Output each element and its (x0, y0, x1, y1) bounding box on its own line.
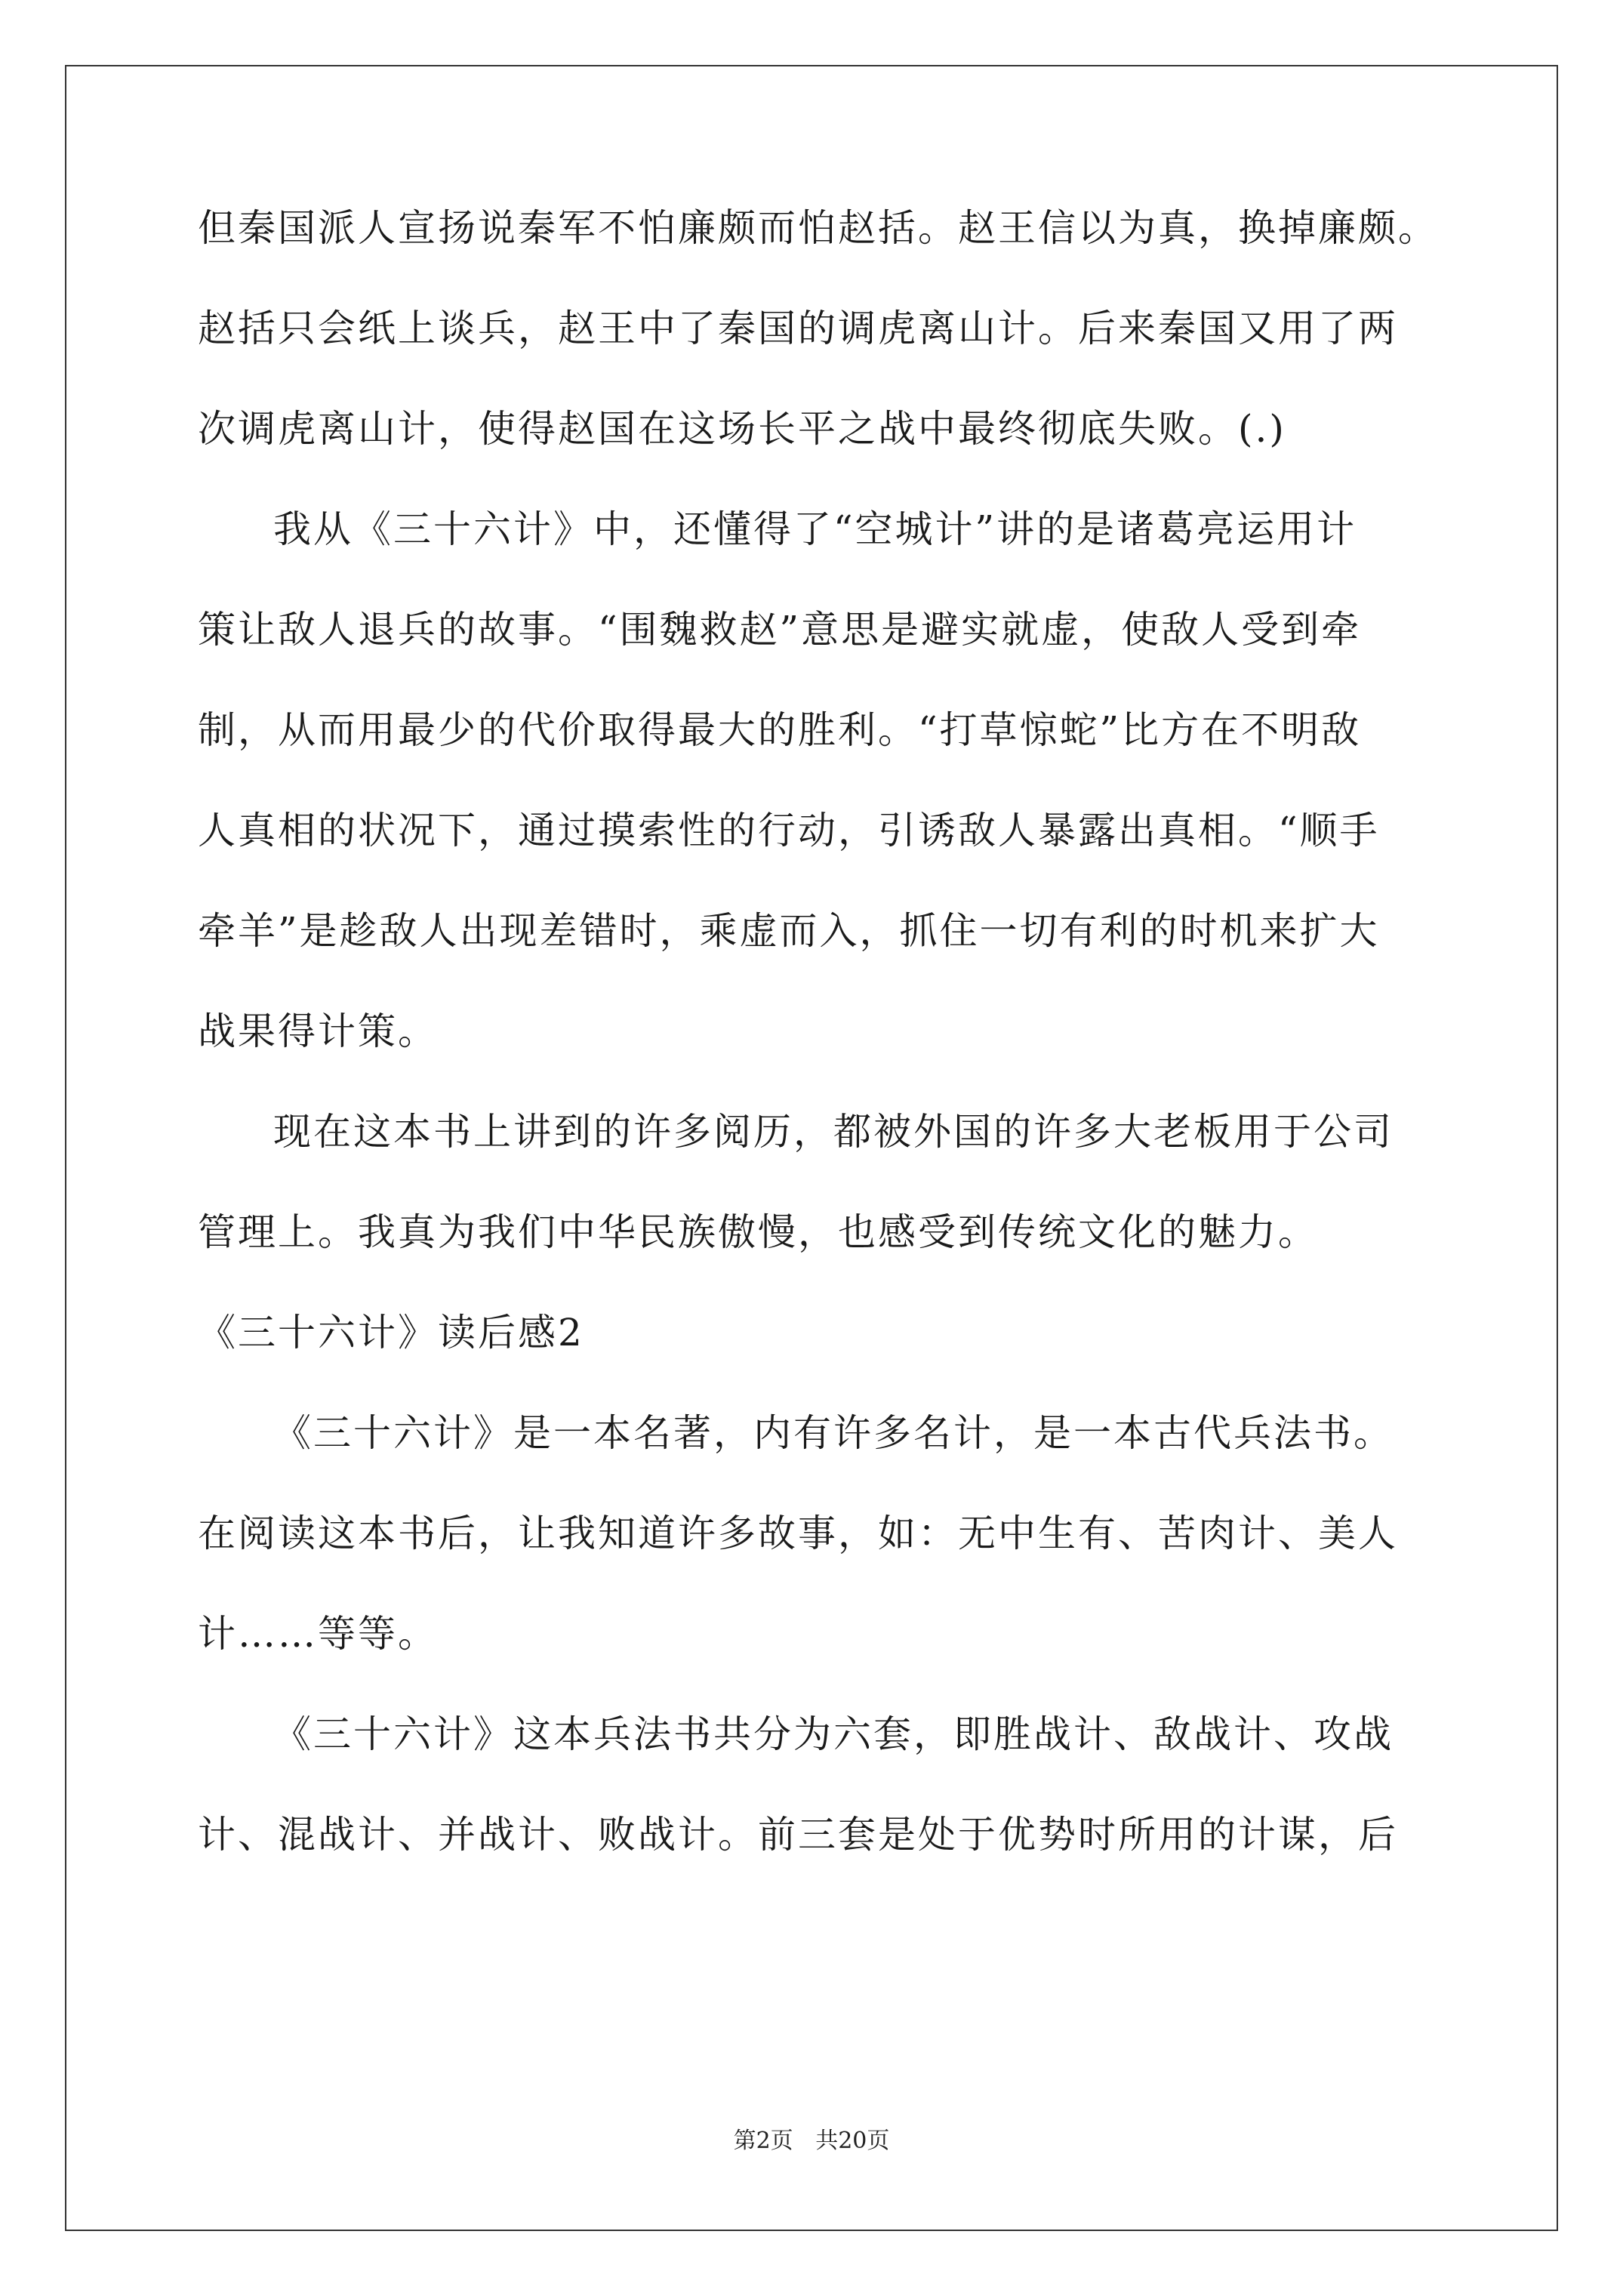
page-total: 共20页 (815, 2128, 890, 2154)
page-footer (0, 2128, 1623, 2155)
text-line: 但秦国派人宣扬说秦军不怕廉颇而怕赵括。赵王信以为真，换掉廉颇。 (198, 206, 1438, 250)
section-heading: 《三十六计》读后感2 (198, 1311, 584, 1354)
text-line: 现在这本书上讲到的许多阅历，都被外国的许多大老板用于公司 (273, 1110, 1394, 1154)
text-line: 次调虎离山计，使得赵国在这场长平之战中最终彻底失败。(.) (198, 407, 1286, 451)
text-line: 战果得计策。 (198, 1009, 438, 1053)
text-line: 我从《三十六计》中，还懂得了“空城计”讲的是诸葛亮运用计 (273, 507, 1357, 551)
text-line: 策让敌人退兵的故事。“围魏救赵”意思是避实就虚，使敌人受到牵 (198, 608, 1362, 652)
text-line: 计、混战计、并战计、败战计。前三套是处于优势时所用的计谋，后 (198, 1813, 1398, 1857)
text-line: 赵括只会纸上谈兵，赵王中了秦国的调虎离山计。后来秦国又用了两 (198, 307, 1398, 350)
text-line: 《三十六计》是一本名著，内有许多名计，是一本古代兵法书。 (273, 1411, 1394, 1455)
text-line: 人真相的状况下，通过摸索性的行动，引诱敌人暴露出真相。“顺手 (198, 809, 1380, 852)
text-line: 管理上。我真为我们中华民族傲慢，也感受到传统文化的魅力。 (198, 1210, 1318, 1254)
text-line: 牵羊”是趁敌人出现差错时，乘虚而入，抓住一切有利的时机来扩大 (198, 909, 1380, 953)
text-line: 《三十六计》这本兵法书共分为六套，即胜战计、敌战计、攻战 (273, 1712, 1394, 1756)
text-line: 计……等等。 (198, 1612, 438, 1656)
text-line: 制，从而用最少的代价取得最大的胜利。“打草惊蛇”比方在不明敌 (198, 708, 1362, 752)
text-line: 在阅读这本书后，让我知道许多故事，如：无中生有、苦肉计、美人 (198, 1512, 1398, 1555)
page-number: 第2页 (733, 2128, 793, 2154)
